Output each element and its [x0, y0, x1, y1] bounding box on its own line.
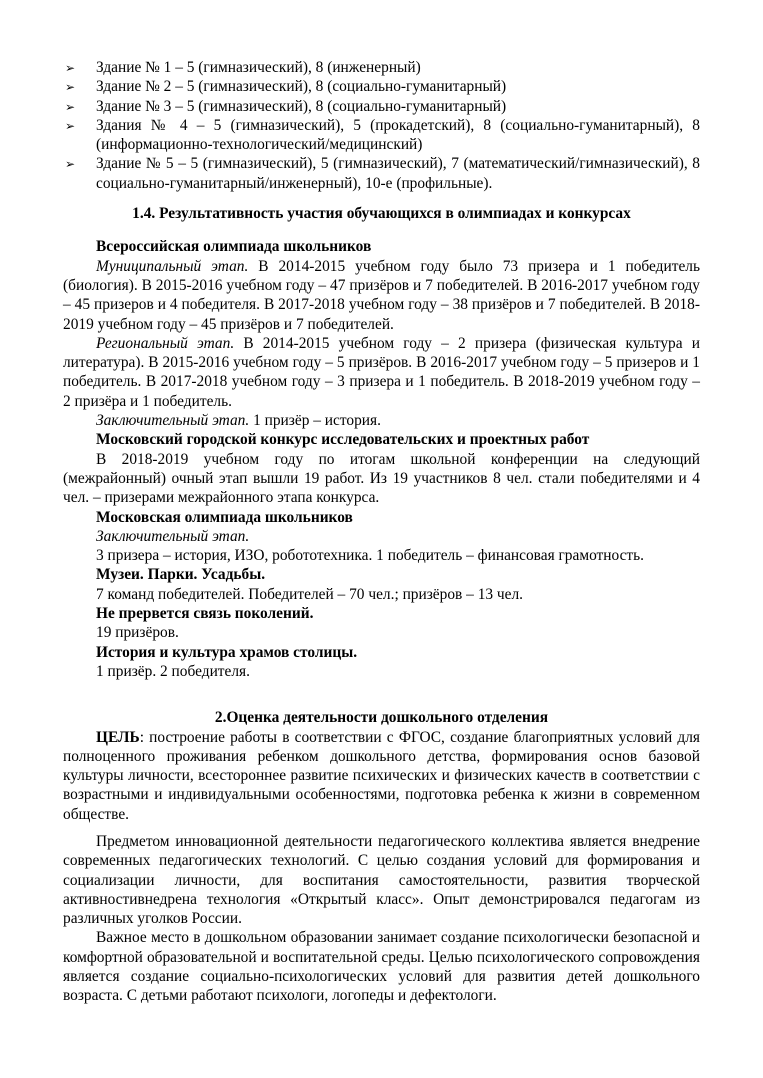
line-generations-link-results: 19 призёров.	[96, 624, 179, 642]
list-item	[63, 154, 700, 193]
subsection-title-generations-link: Не прервется связь поколений.	[96, 605, 314, 623]
list-item	[63, 58, 700, 77]
list-item-text: Здание № 3 – 5 (гимназический), 8 (социально-гуманитарный)	[96, 97, 507, 115]
line-final-stage-italic: Заключительный этап.	[96, 527, 250, 545]
list-item-text: Здания № 4 – 5 (гимназический), 5 (прокадетский), 8 (социально-гуманитарный), 8 (информационно-технологический/медицинский)	[96, 116, 700, 154]
stage-name-italic: Региональный этап.	[96, 334, 235, 352]
subsection-title-vseros-olympiad: Всероссийская олимпиада школьников	[96, 238, 372, 256]
subsection-title-museums-parks: Музеи. Парки. Усадьбы.	[96, 566, 266, 584]
subsection-title-moscow-city-contest: Московский городской конкурс исследовательских и проектных работ	[96, 431, 590, 449]
paragraph-municipal-stage: Муниципальный этап. В 2014-2015 учебном году было 73 призера и 1 победитель (биология). В 2015-2016 учебном году – 47 призёров и 7 победителей. В 2016-2017 учебном году – 45 призеров и 4 победителя. В 2017-2018 учебном году – 38 призёров и 7 победителей. В 2018-2019 учебном году – 45 призёров и 7 победителей.	[63, 257, 700, 333]
stage-name-italic: Заключительный этап.	[96, 412, 250, 430]
subsection-title-temples-history: История и культура храмов столицы.	[96, 643, 358, 661]
arrow-bullet-icon: ➢	[65, 99, 76, 114]
paragraph-city-contest-results: В 2018-2019 учебном году по итогам школьной конференции на следующий (межрайонный) очный этап вышли 19 работ. Из 19 участников 8 чел. стали победителями и 4 чел. – призерами межрайонного этапа конкурса.	[63, 450, 700, 507]
goal-label-bold: ЦЕЛЬ	[96, 728, 140, 746]
line-museums-parks-results: 7 команд победителей. Победителей – 70 чел.; призёров – 13 чел.	[96, 585, 524, 603]
section-2-heading: 2.Оценка деятельности дошкольного отделения	[214, 709, 549, 727]
list-item	[63, 97, 700, 116]
arrow-bullet-icon: ➢	[65, 157, 76, 172]
list-item-text: Здание № 2 – 5 (гимназический), 8 (социально-гуманитарный)	[96, 78, 507, 96]
arrow-bullet-icon: ➢	[65, 61, 76, 75]
list-item-text: Здание № 5 – 5 (гимназический), 5 (гимназический), 7 (математический/гимназический), 8 социально-гуманитарный/инженерный), 10-е (профильные).	[96, 155, 700, 192]
list-item	[63, 77, 700, 96]
building-profiles-list	[63, 58, 700, 193]
stage-name-italic: Муниципальный этап.	[96, 257, 249, 275]
paragraph-regional-stage: Региональный этап. В 2014-2015 учебном году – 2 призера (физическая культура и литература). В 2015-2016 учебном году – 5 призёров. В 2016-2017 учебном году – 5 призеров и 1 победитель. В 2017-2018 учебном году – 3 призера и 1 победитель. В 2018-2019 учебном году – 2 призёра и 1 победитель.	[63, 334, 700, 410]
paragraph-final-stage: Заключительный этап. 1 призёр – история.	[96, 412, 381, 430]
line-moscow-olympiad-results: 3 призера – история, ИЗО, робототехника. 1 победитель – финансовая грамотность.	[96, 547, 645, 565]
arrow-bullet-icon: ➢	[65, 118, 76, 133]
section-1-4-heading: 1.4. Результативность участия обучающихся в олимпиадах и конкурсах	[132, 205, 631, 223]
list-item-text: Здание № 1 – 5 (гимназический), 8 (инженерный)	[96, 59, 421, 76]
arrow-bullet-icon: ➢	[65, 80, 76, 95]
paragraph-goal: ЦЕЛЬ: построение работы в соответствии с ФГОС, создание благоприятных условий для полноценного проживания ребенком дошкольного детства, формирования основ базовой культуры личности, всестороннее развитие психических и физических качеств в соответствии с возрастными и индивидуальными особенностями, подготовка ребенка к жизни в современном обществе.	[63, 728, 700, 823]
list-item	[63, 116, 700, 155]
paragraph-innovation: Предметом инновационной деятельности педагогического коллектива является внедрение современных педагогических технологий. С целью создания условий для формирования и социализации личности, для воспитания самостоятельности, развития творческой активностивнедрена технология «Открытый класс». Опыт демонстрировался педагогам из различных уголков России.	[63, 832, 700, 928]
subsection-title-moscow-olympiad: Московская олимпиада школьников	[96, 508, 353, 526]
paragraph-psychology: Важное место в дошкольном образовании занимает создание психологически безопасной и комфортной образовательной и воспитательной среды. Целью психологического сопровождения является создание социально-психологических условий для развития детей дошкольного возраста. С детьми работают психологи, логопеды и дефектологи.	[63, 929, 700, 1005]
line-temples-history-results: 1 призёр. 2 победителя.	[96, 662, 250, 680]
